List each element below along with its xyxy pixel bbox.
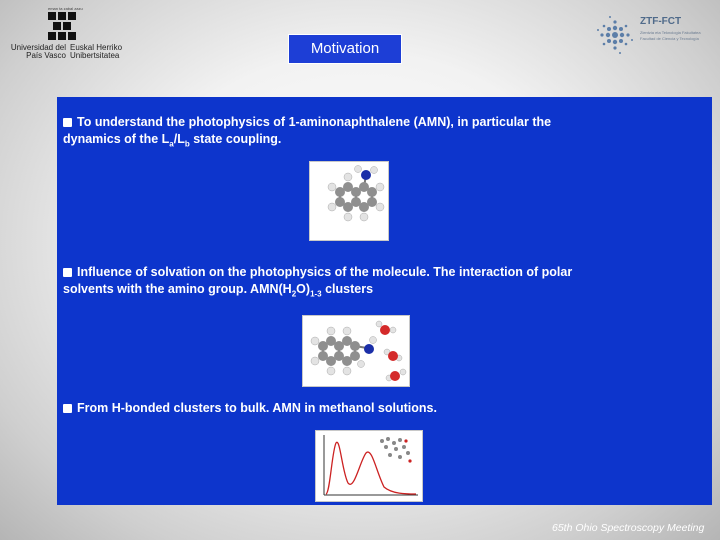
- tree-emblem-icon: [6, 6, 124, 44]
- subscript-1-3: 1-3: [310, 289, 322, 299]
- bullet-2-line2: solvents with the amino group. AMN(H: [63, 282, 292, 296]
- spanish-university-name: Universidad del País Vasco: [10, 43, 66, 60]
- bullet-1-mid: /L: [173, 132, 185, 146]
- bullet-box-icon: [63, 118, 72, 127]
- ztf-fct-logo: [592, 12, 710, 58]
- bullet-2: [63, 264, 703, 303]
- footer-conference: 65th Ohio Spectroscopy Meeting: [552, 522, 705, 534]
- faculty-acronym: ZTF-FCT: [640, 16, 682, 27]
- bullet-box-icon: [63, 404, 72, 413]
- content-panel: [57, 97, 712, 505]
- dot-globe-icon: [592, 12, 638, 58]
- methanol-spectrum-image: [315, 430, 423, 502]
- bullet-1-end: state coupling.: [189, 132, 282, 146]
- upv-ehu-logo: [6, 6, 124, 58]
- slide-title: Motivation: [288, 34, 402, 64]
- logo-motto: eman ta zabal zazu: [48, 6, 83, 11]
- bullet-3: [63, 400, 703, 417]
- basque-university-name: Euskal Herriko Unibertsitatea: [70, 43, 123, 60]
- subscript-2: 2: [291, 289, 297, 299]
- faculty-name-spanish: Facultad de Ciencia y Tecnología: [640, 36, 699, 41]
- bullet-3-line1: From H-bonded clusters to bulk. AMN in methanol solutions.: [77, 401, 437, 415]
- bullet-1-line2: dynamics of the L: [63, 132, 170, 146]
- subscript-b: b: [184, 139, 190, 149]
- bullet-2-line1: Influence of solvation on the photophysics of the molecule. The interaction of polar: [77, 265, 573, 279]
- bullet-1-line1: To understand the photophysics of 1-aminonaphthalene (AMN), in particular the: [77, 115, 552, 129]
- bullet-2-mid: O): [296, 282, 311, 296]
- faculty-name-basque: Zientzia eta Teknologia Fakultatea: [640, 30, 701, 35]
- subscript-a: a: [169, 139, 174, 149]
- bullet-1: [63, 114, 703, 153]
- bullet-2-end: clusters: [321, 282, 374, 296]
- amn-molecule-image: [309, 161, 389, 241]
- bullet-box-icon: [63, 268, 72, 277]
- amn-water-cluster-image: [302, 315, 410, 387]
